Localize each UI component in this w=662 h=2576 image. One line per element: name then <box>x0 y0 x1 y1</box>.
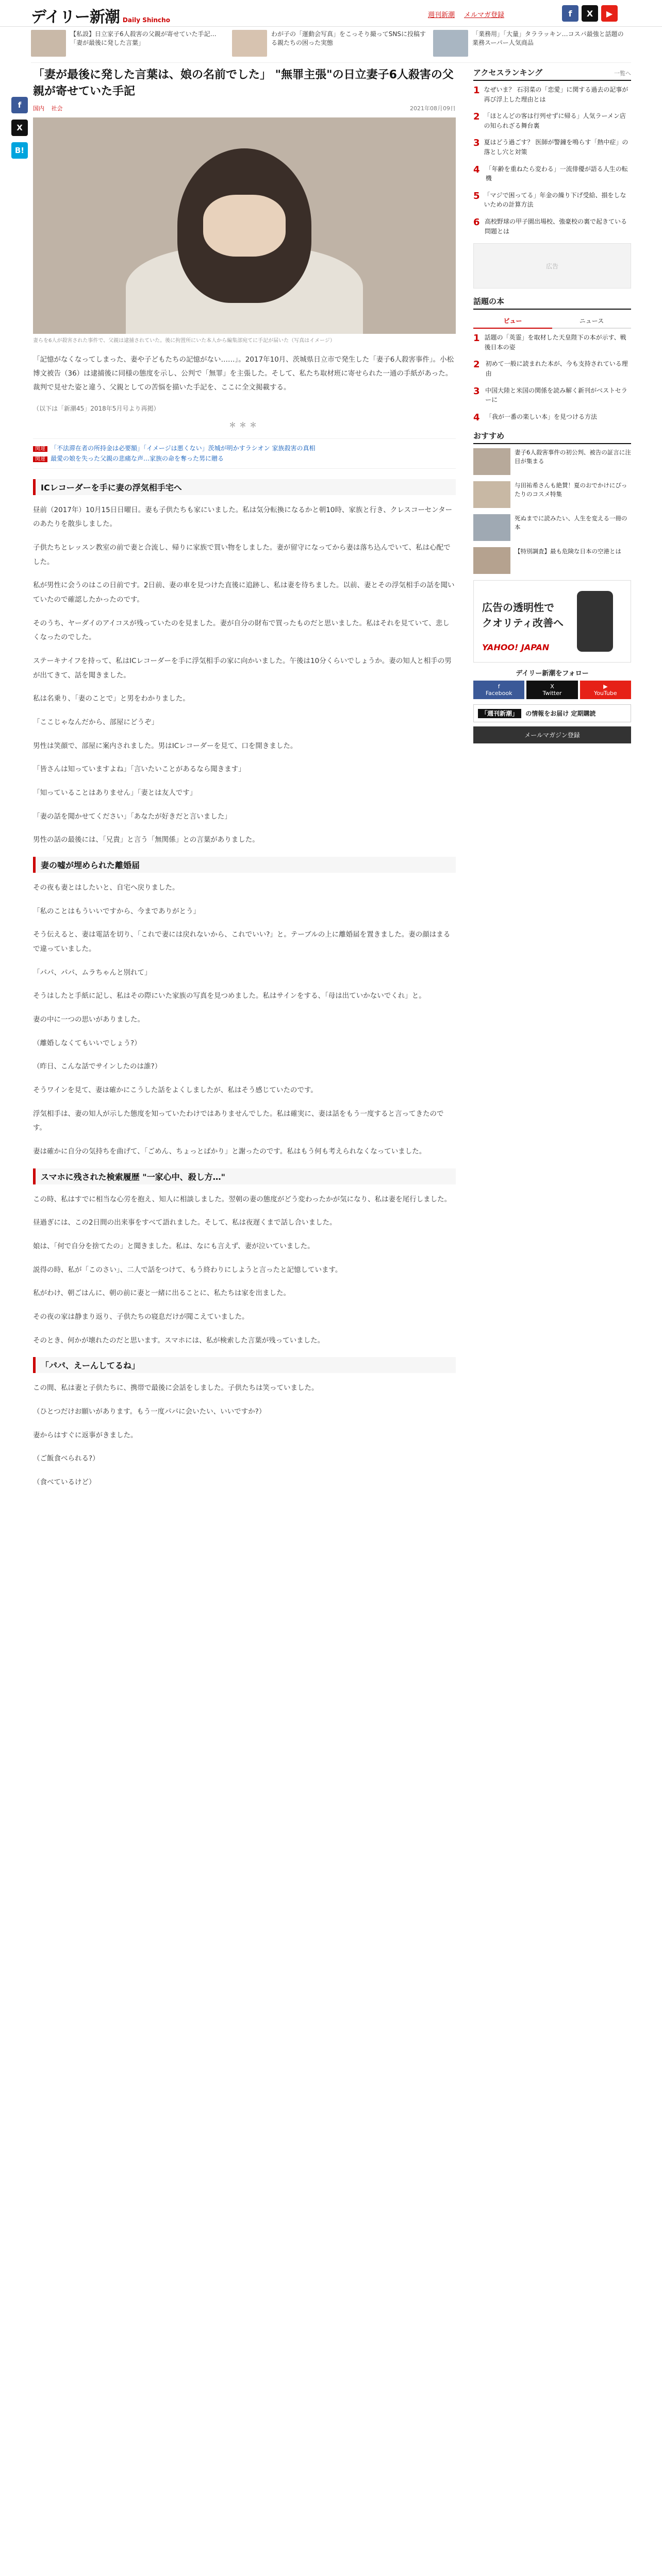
article-paragraph: 説得の時、私が「このさい」、二人で話をつけて、もう終わりにしようと言ったと記憶しています。 <box>33 1265 342 1274</box>
mailmag-button[interactable]: メールマガジン登録 <box>473 726 631 743</box>
top-ticker <box>31 30 631 63</box>
recommend-heading <box>473 430 631 444</box>
recommend-thumbnail <box>473 481 510 508</box>
sidebar-ad[interactable]: 広告 <box>473 243 631 289</box>
follow-title: デイリー新潮をフォロー <box>516 669 589 677</box>
topic-item[interactable] <box>473 359 631 378</box>
article-paragraph: そうはしたと手紙に記し、私はその際にいた家族の写真を見つめました。私はサインをする、「母は出ていかないでくれ」と。 <box>33 992 426 1001</box>
section-heading: 「パパ、えーんしてるね」 <box>33 1357 456 1373</box>
article-body <box>33 479 456 1490</box>
ranking-list <box>473 85 631 236</box>
ranking-item[interactable] <box>473 217 631 236</box>
recommend-text: 死ぬまでに読みたい、人生を変える一冊の本 <box>515 514 627 531</box>
header-social <box>562 5 618 22</box>
ranking-item[interactable] <box>473 191 631 210</box>
article-paragraph: その夜も妻とはしたいと、自宅へ戻りました。 <box>33 883 179 892</box>
recommend-thumbnail <box>473 514 510 541</box>
ad-brand: YAHOO! JAPAN <box>482 642 550 652</box>
article-paragraph: 「パパ、パパ、ムラちゃんと別れて」 <box>33 968 152 977</box>
related-badge: 関連 <box>33 456 47 462</box>
article-paragraph: そう伝えると、妻は電話を切り、「これで妻には戻れないから、これでいい?」と。テーブルの上に離婚届を置きました。妻の顔はまるで違っていました。 <box>33 930 451 953</box>
article-paragraph: 「ここじゃなんだから、部屋にどうぞ」 <box>33 718 158 726</box>
site-logo[interactable] <box>31 4 170 26</box>
site-header <box>0 0 662 27</box>
article-paragraph: 昼前（2017年）10月15日日曜日。妻も子供たちも家にいました。私は気分転換になるかと朝10時、家族と行き、クレスコーセンターのあたりを散歩しました。 <box>33 505 453 529</box>
recommend-item[interactable] <box>473 448 631 475</box>
article-paragraph: 私は名乗り、「妻のことで」と男をわかりました。 <box>33 694 190 703</box>
header-link-weekly[interactable]: 週刊新潮 <box>428 11 455 19</box>
ranking-number: 3 <box>473 138 480 149</box>
ticker-thumbnail <box>232 30 267 57</box>
topic-item[interactable] <box>473 386 631 405</box>
related-links <box>33 438 456 469</box>
article-paragraph: この時、私はすでに相当な心労を抱え、知人に相談しました。翌朝の妻の態度がどう変わったかが気になり、私は妻を尾行しました。 <box>33 1195 452 1204</box>
follow-facebook-button[interactable] <box>473 681 524 699</box>
ranking-text: 夏はどう過ごす？ 医師が警鐘を鳴らす「熱中症」の落とし穴と対策 <box>484 139 628 156</box>
tag-link[interactable]: 社会 <box>51 105 63 112</box>
topic-books-title: 話題の本 <box>473 297 505 307</box>
topic-list <box>473 333 631 423</box>
article-paragraph: 男性の話の最後には、「兄貴」と言う「無関係」との言葉がありました。 <box>33 836 259 844</box>
topic-text: 話題の「英霊」を取材した天皇陛下の本が示す、戦後日本の姿 <box>484 334 626 351</box>
youtube-icon: ▶ <box>603 683 608 690</box>
x-icon[interactable]: X <box>582 5 598 22</box>
ticker-item[interactable] <box>232 30 428 62</box>
facebook-icon: f <box>498 683 500 690</box>
ranking-item[interactable] <box>473 111 631 130</box>
topic-item[interactable] <box>473 412 631 423</box>
ranking-text: 「ほとんどの客は行列せずに帰る」人気ラーメン店の知られざる舞台裏 <box>484 112 626 129</box>
hero-image <box>33 117 456 334</box>
follow-buttons <box>473 681 631 699</box>
recommend-text: 【特別調査】最も危険な日本の空港とは <box>515 547 621 555</box>
ranking-text: 「マジで困ってる」年金の繰り下げ受給、損をしないための計算方法 <box>484 191 626 209</box>
article-paragraph: 「私のことはもういいですから、今までありがとう」 <box>33 907 200 916</box>
ticker-item[interactable] <box>31 30 227 62</box>
topic-books-heading <box>473 296 631 310</box>
topic-text: 中国大陸と米国の関係を読み解く新刊がベストセラーに <box>485 386 627 404</box>
hero-caption: 妻らを6人が殺害された事件で、父親は逮捕されていた。後に拘置所にいた本人から編集部宛てに手記が届いた（写真はイメージ） <box>33 337 335 344</box>
article-tags <box>33 104 68 112</box>
ad-phone-illustration <box>577 591 613 652</box>
section-heading: 妻の嘘が埋められた離婚届 <box>33 857 456 873</box>
ranking-text: なぜいま？ 石羽菜の「恋愛」に関する過去の記事が再び浮上した理由とは <box>484 86 628 103</box>
logo-main: デイリー新潮 <box>31 8 120 26</box>
follow-label: YouTube <box>593 689 617 697</box>
article-paragraph: 浮気相手は、妻の知人が示した態度を知っていたわけではありませんでした。私は確実に、妻は話をもう一度すると言ってきたのです。 <box>33 1109 444 1132</box>
article-paragraph: 「妻の話を聞かせてください」「あなたが好きだと言いました」 <box>33 812 231 821</box>
share-bar <box>11 97 28 159</box>
ticker-text: 【私設】日立家子6人殺害の父親が寄せていた手記…「妻が最後に発した言葉」 <box>70 30 217 47</box>
topic-item[interactable] <box>473 333 631 352</box>
related-link-text: 最愛の娘を失った父親の悲痛な声…家族の命を奪った男に贈る <box>51 455 224 463</box>
ticker-thumbnail <box>433 30 468 57</box>
section-heading: ICレコーダーを手に妻の浮気相手宅へ <box>33 479 456 495</box>
topic-text: 初めて一般に読まれた本が、今も支持されている理由 <box>485 360 628 377</box>
ranking-number: 1 <box>473 85 480 96</box>
article-date: 2021年08月09日 <box>410 105 456 112</box>
ranking-item[interactable] <box>473 85 631 104</box>
x-icon: X <box>550 683 554 690</box>
tag-link[interactable]: 国内 <box>33 105 44 112</box>
article-paragraph: そうワインを見て、妻は確かにこうした話をよくしましたが、私はそう感じていたのです。 <box>33 1086 318 1095</box>
article-paragraph: （離婚しなくてもいいでしょう?） <box>33 1039 141 1047</box>
ticker-text: 「業務用」「大量」タララッキン…コスパ最強と話題の業務スーパー人気商品 <box>472 30 624 47</box>
article-paragraph: （昨日、こんな話でサインしたのは誰?） <box>33 1062 162 1071</box>
recommend-text: 妻子6人殺害事件の初公判、被告の証言に注目が集まる <box>515 448 631 465</box>
section-heading: スマホに残された検索履歴 "一家心中、殺し方…" <box>33 1168 456 1184</box>
article-paragraph: 妻は確かに自分の気持ちを曲げて、「ごめん、ちょっとばかり」と謝ったのです。私はもう何も考えられなくなっていました。 <box>33 1147 426 1156</box>
access-ranking-more-link[interactable]: 一覧へ <box>614 70 631 77</box>
ranking-number: 5 <box>473 190 480 201</box>
tab-view[interactable]: ビュー <box>473 314 552 329</box>
ranking-number: 6 <box>473 216 480 228</box>
article-paragraph: （ご飯食べられる?） <box>33 1454 100 1463</box>
hero-shape <box>203 195 286 257</box>
follow-youtube-button[interactable] <box>580 681 631 699</box>
article-paragraph: そのとき、何かが壊れたのだと思います。スマホには、私が検索した言葉が残っていました。 <box>33 1336 325 1345</box>
sidebar <box>473 67 631 743</box>
subscribe-label: 「週刊新潮」 <box>478 709 521 718</box>
ranking-item[interactable] <box>473 138 631 157</box>
header-link-mailmag[interactable]: メルマガ登録 <box>464 11 505 19</box>
article-paragraph: その夜の家は静まり返り、子供たちの寝息だけが聞こえていました。 <box>33 1313 249 1321</box>
ranking-text: 高校野球の甲子園出場校、強豪校の裏で起きている問題とは <box>485 217 627 235</box>
article-paragraph: 子供たちとレッスン教室の前で妻と合流し、帰りに家族で買い物をしました。妻が留守になってから妻は落ち込んでいて、私は心配でした。 <box>33 543 451 566</box>
article-paragraph: 妻の中に一つの思いがありました。 <box>33 1015 144 1024</box>
article-paragraph: この間、私は妻と子供たちに、携帯で最後に会話をしました。子供たちは笑っていました。 <box>33 1384 319 1393</box>
topic-number: 1 <box>473 333 480 344</box>
topic-number: 3 <box>473 385 480 397</box>
article-paragraph: 昼過ぎには、この2日間の出来事をすべて語れました。そして、私は夜遅くまで話し合いました。 <box>33 1218 337 1227</box>
follow-twitter-button[interactable] <box>526 681 577 699</box>
youtube-icon[interactable]: ▶ <box>601 5 618 22</box>
article-paragraph: 私がわけ、朝ごはんに、朝の前に妻と一緒に出ることに、私たちは家を出ました。 <box>33 1289 290 1298</box>
ranking-number: 2 <box>473 111 480 123</box>
article-paragraph: 男性は笑顔で、部屋に案内されました。男はICレコーダーを見て、口を開きました。 <box>33 741 297 750</box>
ticker-item[interactable] <box>433 30 629 62</box>
article-lead: 「記憶がなくなってしまった、妻や子どもたちの記憶がない……」。2017年10月、茨城県日立市で発生した「妻子6人殺害事件」。小松博文被告（36）は逮捕後に同様の態度を示し、公判で「無罪」を主張した。そして、私たち取材班に寄せられた一通の手紙があった。裁判で見せた姿と違う、父親としての苦悩を描いた手記を、ここに全文掲載する。 <box>33 355 454 392</box>
ad-line-1: 広告の透明性で <box>482 601 554 614</box>
topic-tabs <box>473 314 631 329</box>
tab-news[interactable]: ニュース <box>552 314 631 329</box>
related-badge: 関連 <box>33 446 47 452</box>
article-paragraph: 娘は、「何で自分を捨てたの」と聞きました。私は、なにも言えず、妻が泣いていました。 <box>33 1242 315 1251</box>
recommend-item[interactable] <box>473 514 631 541</box>
recommend-title: おすすめ <box>473 431 505 440</box>
article-paragraph: 「知っていることはありません」「妻とは友人です」 <box>33 788 197 797</box>
ranking-number: 4 <box>473 164 480 175</box>
source-note: （以下は「新潮45」2018年5月号より再掲） <box>33 404 160 412</box>
recommend-item[interactable] <box>473 481 631 508</box>
related-link[interactable] <box>33 443 456 453</box>
ranking-item[interactable] <box>473 164 631 183</box>
related-link[interactable] <box>33 453 456 464</box>
subscribe-box[interactable] <box>473 704 631 722</box>
logo-sub: Daily Shincho <box>122 16 170 24</box>
access-ranking-title: アクセスランキング <box>473 68 543 77</box>
ticker-text: わが子の「運動会写真」をこっそり撮ってSNSに投稿する親たちの困った実態 <box>271 30 426 47</box>
yahoo-ad-banner[interactable] <box>473 580 631 663</box>
header-links <box>428 9 504 19</box>
recommend-thumbnail <box>473 448 510 475</box>
recommend-list <box>473 448 631 574</box>
topic-number: 4 <box>473 412 480 423</box>
article-paragraph: ステーキナイフを持って、私はICレコーダーを手に浮気相手の家に向かいました。午後は10分くらいでしょうか。妻の知人と相手の男が出てきて、話を聞きました。 <box>33 656 452 680</box>
article-meta <box>33 104 456 112</box>
article-paragraph: （ひとつだけお願いがあります。もう一度パパに会いたい、いいですか?） <box>33 1408 266 1416</box>
recommend-thumbnail <box>473 547 510 574</box>
article-paragraph: 私が男性に会うのはこの日前です。2日前、妻の車を見つけた直後に追跡し、私は妻を待ちました。以前、妻とその浮気相手の話を聞いていたので確認したかったのです。 <box>33 581 455 604</box>
recommend-text: 与田祐希さんも絶賛！夏のおでかけにぴったりのコスメ特集 <box>515 481 627 498</box>
article-paragraph: 妻からはすぐに返事がきました。 <box>33 1431 138 1439</box>
facebook-icon[interactable]: f <box>562 5 578 22</box>
ad-line-2: クオリティ改善へ <box>482 616 564 629</box>
recommend-item[interactable] <box>473 547 631 574</box>
article-paragraph: 「皆さんは知っていますよね」「言いたいことがあるなら聞きます」 <box>33 765 245 774</box>
access-ranking-heading <box>473 67 631 81</box>
related-link-text: 「不法滞在者の所持金は必要額」「イメージは悪くない」茨城が明かすラシオン 家族殺害の真相 <box>51 444 316 452</box>
article-title: 「妻が最後に発した言葉は、娘の名前でした」 "無罪主張"の日立妻子6人殺害の父親が寄せていた手記 <box>33 69 454 98</box>
article <box>33 67 456 1499</box>
share-facebook-icon[interactable]: f <box>11 97 28 113</box>
topic-text: 「我が一番の楽しい本」を見つける方法 <box>486 413 598 420</box>
follow-label: Twitter <box>542 689 562 697</box>
topic-number: 2 <box>473 359 480 370</box>
share-x-icon[interactable]: X <box>11 120 28 136</box>
subscribe-text: の情報をお届け 定期購読 <box>525 709 596 717</box>
article-paragraph: そのうち、ヤーダイのアイコスが残っていたのを見ました。妻が自分の財布で買ったものだと思いました。私はそれを見ていて、悲しくなったのでした。 <box>33 619 450 642</box>
ranking-text: 「年齢を重ねたら変わる」一流俳優が語る人生の転機 <box>485 165 628 182</box>
follow-label: Facebook <box>485 689 512 697</box>
ticker-thumbnail <box>31 30 66 57</box>
share-hatena-icon[interactable]: B! <box>11 142 28 159</box>
article-paragraph: （食べているけど） <box>33 1478 96 1487</box>
section-divider: ＊＊＊ <box>229 421 260 430</box>
